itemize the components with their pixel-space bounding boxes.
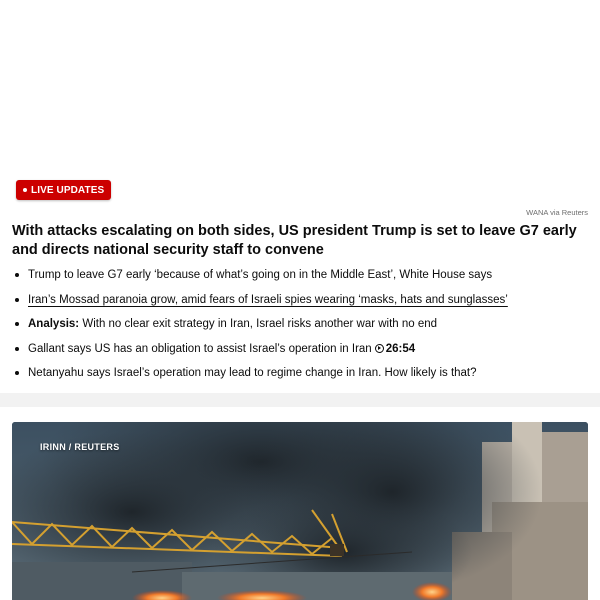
related-stories-list [12,266,588,389]
bullet-icon [15,371,19,375]
headline-link[interactable]: With attacks escalating on both sides, US president Trump is set to leave G7 early and directs national security staff to convene [12,223,577,258]
story-link[interactable]: With no clear exit strategy in Iran, Israel risks another war with no end [79,318,438,330]
top-blank-area [0,0,600,175]
list-item[interactable] [12,340,588,365]
live-updates-badge[interactable] [16,180,111,200]
bullet-icon [15,322,19,326]
bullet-icon [15,298,19,302]
section-divider [0,393,600,407]
photo-credit: WANA via Reuters [526,208,588,217]
play-icon[interactable] [375,344,384,353]
live-updates-label: LIVE UPDATES [31,184,105,196]
list-item[interactable] [12,291,588,316]
story-link[interactable]: Gallant says US has an obligation to assist Israel’s operation in Iran [28,342,372,355]
list-item[interactable] [12,266,588,291]
video-credit: IRINN / REUTERS [40,442,120,452]
story-link[interactable]: Iran’s Mossad paranoia grow, amid fears of Israeli spies wearing ‘masks, hats and sunglasses’ [28,293,508,306]
video-duration: 26:54 [385,342,416,355]
list-item[interactable] [12,315,588,340]
video-thumbnail[interactable] [12,422,588,600]
analysis-label: Analysis: [28,318,80,330]
story-link[interactable]: Trump to leave G7 early ‘because of what’s going on in the Middle East’, White House says [28,269,493,281]
bullet-icon [15,273,19,277]
list-item[interactable] [12,364,588,389]
live-dot-icon [23,188,27,192]
story-link[interactable]: Netanyahu says Israel’s operation may lead to regime change in Iran. How likely is that? [28,367,477,379]
bullet-icon [15,347,19,351]
